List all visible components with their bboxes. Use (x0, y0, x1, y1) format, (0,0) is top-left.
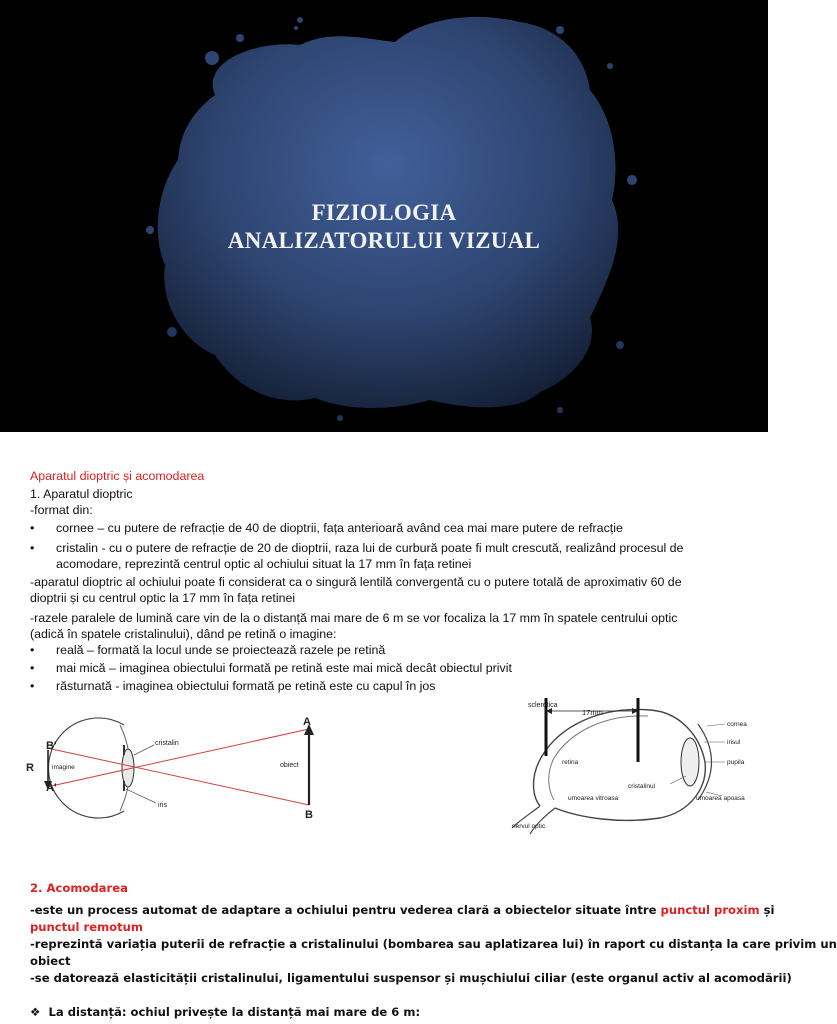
bullet-item-mai-mica (30, 660, 512, 676)
section2-line4: -se datorează elasticității cristalinului, ligamentului suspensor și mușchiului ciliar (este organul activ al acomodării) (30, 971, 792, 985)
slide-title-line2: ANALIZATORULUI VIZUAL (227, 228, 541, 253)
paragraph-line: -razele paralele de lumină care vin de la o distanță mai mare de 6 m se vor focaliza la 17 mm în spatele centrului optic (30, 611, 678, 625)
label-obiect: obiect (280, 762, 299, 769)
lens-shape (681, 738, 699, 786)
label-irisul: irisul (727, 739, 741, 746)
paragraph-line: -aparatul dioptric al ochiului poate fi considerat ca o singură lentilă convergentă cu o putere totală de aproximativ 60 de (30, 575, 682, 589)
section2-line1 (30, 902, 774, 919)
bullet-symbol: • (30, 661, 35, 675)
bullet-text: răsturnată - imaginea obiectului formată pe retină este cu capul în jos (56, 679, 436, 693)
section-heading: Aparatul dioptric și acomodarea (30, 469, 205, 483)
section2-line5 (30, 1004, 420, 1021)
bullet-symbol: • (30, 521, 35, 535)
label-a-prime: A' (46, 782, 57, 794)
slide-title-line1: FIZIOLOGIA (311, 200, 457, 225)
label-nervul-optic: nervul optic (512, 823, 546, 830)
bullet-symbol: • (30, 679, 35, 693)
text-la-distanta: La distanță: ochiul privește la distanță mai mare de 6 m: (48, 1005, 421, 1019)
bullet-text: cristalin - cu o putere de refracție de 20 de dioptrii, raza lui de curbură poate fi mult crescută, realizând procesul de (56, 541, 684, 555)
image-formation-diagram (22, 715, 342, 825)
label-sclerotica: sclerotica (528, 702, 558, 709)
light-ray-b (47, 748, 309, 805)
sclera-outline (534, 709, 706, 820)
section2-heading: 2. Acomodarea (30, 881, 128, 895)
diamond-bullet-icon: ❖ (30, 1005, 41, 1019)
label-iris: iris (158, 802, 167, 809)
label-r: R (26, 762, 34, 774)
paragraph-line: (adică în spatele cristalinului), dând pe retină o imagine: (30, 627, 337, 641)
paragraph-line: dioptrii și cu centrul optic la 17 mm în fața retinei (30, 591, 296, 605)
label-umoarea-vitroasa: umoarea vitroasa (568, 795, 619, 802)
bullet-item-reala (30, 642, 385, 658)
text-segment: și (759, 903, 775, 917)
title-slide (0, 0, 768, 432)
text-segment: -este un process automat de adaptare a ochiului pentru vederea clară a obiectelor situate între (30, 903, 661, 917)
bullet-item-cornee (30, 520, 623, 536)
label-b: B (305, 809, 313, 821)
bullet-text: reală – formată la locul unde se proiectează razele pe retină (56, 643, 386, 657)
label-cornea: cornea (727, 721, 747, 728)
label-a: A (303, 716, 311, 728)
label-cristalinul: cristalinul (628, 783, 656, 790)
label-umoarea-apoasa: umoarea apoasa (696, 795, 745, 802)
bullet-item-rasturnata (30, 678, 436, 694)
label-pupila: pupila (727, 759, 745, 766)
highlight-punctul-remotum: punctul remotum (30, 920, 143, 934)
section2-line3-cont: obiect (30, 954, 71, 968)
highlight-punctul-proxim: punctul proxim (660, 903, 760, 917)
label-imagine: imagine (52, 764, 75, 771)
text-format-din: -format din: (30, 503, 93, 517)
section2-line3: -reprezintă variația puterii de refracție a cristalinului (bombarea sau aplatizarea lui) în raport cu distanța la care privim un (30, 937, 837, 951)
light-ray-a (47, 729, 309, 787)
label-cristalin: cristalin (155, 740, 179, 747)
bullet-item-cristalin (30, 540, 683, 556)
bullet-text: mai mică – imaginea obiectului formată pe retină este mai mică decât obiectul privit (56, 661, 512, 675)
label-retina: retina (562, 759, 579, 766)
bullet-text: cornee – cu putere de refracție de 40 de dioptrii, fața anterioară având cea mai mare putere de refracție (56, 521, 623, 535)
bullet-symbol: • (30, 643, 35, 657)
subheading-aparatul-dioptric: 1. Aparatul dioptric (30, 487, 133, 501)
label-17mm: 17mm (582, 708, 603, 717)
bullet-text-continued: acomodare, reprezintă centrul optic al ochiului situat la 17 mm în fața retinei (56, 557, 472, 571)
eye-anatomy-diagram (500, 696, 765, 838)
bullet-symbol: • (30, 541, 35, 555)
label-b-prime: B' (46, 740, 57, 752)
